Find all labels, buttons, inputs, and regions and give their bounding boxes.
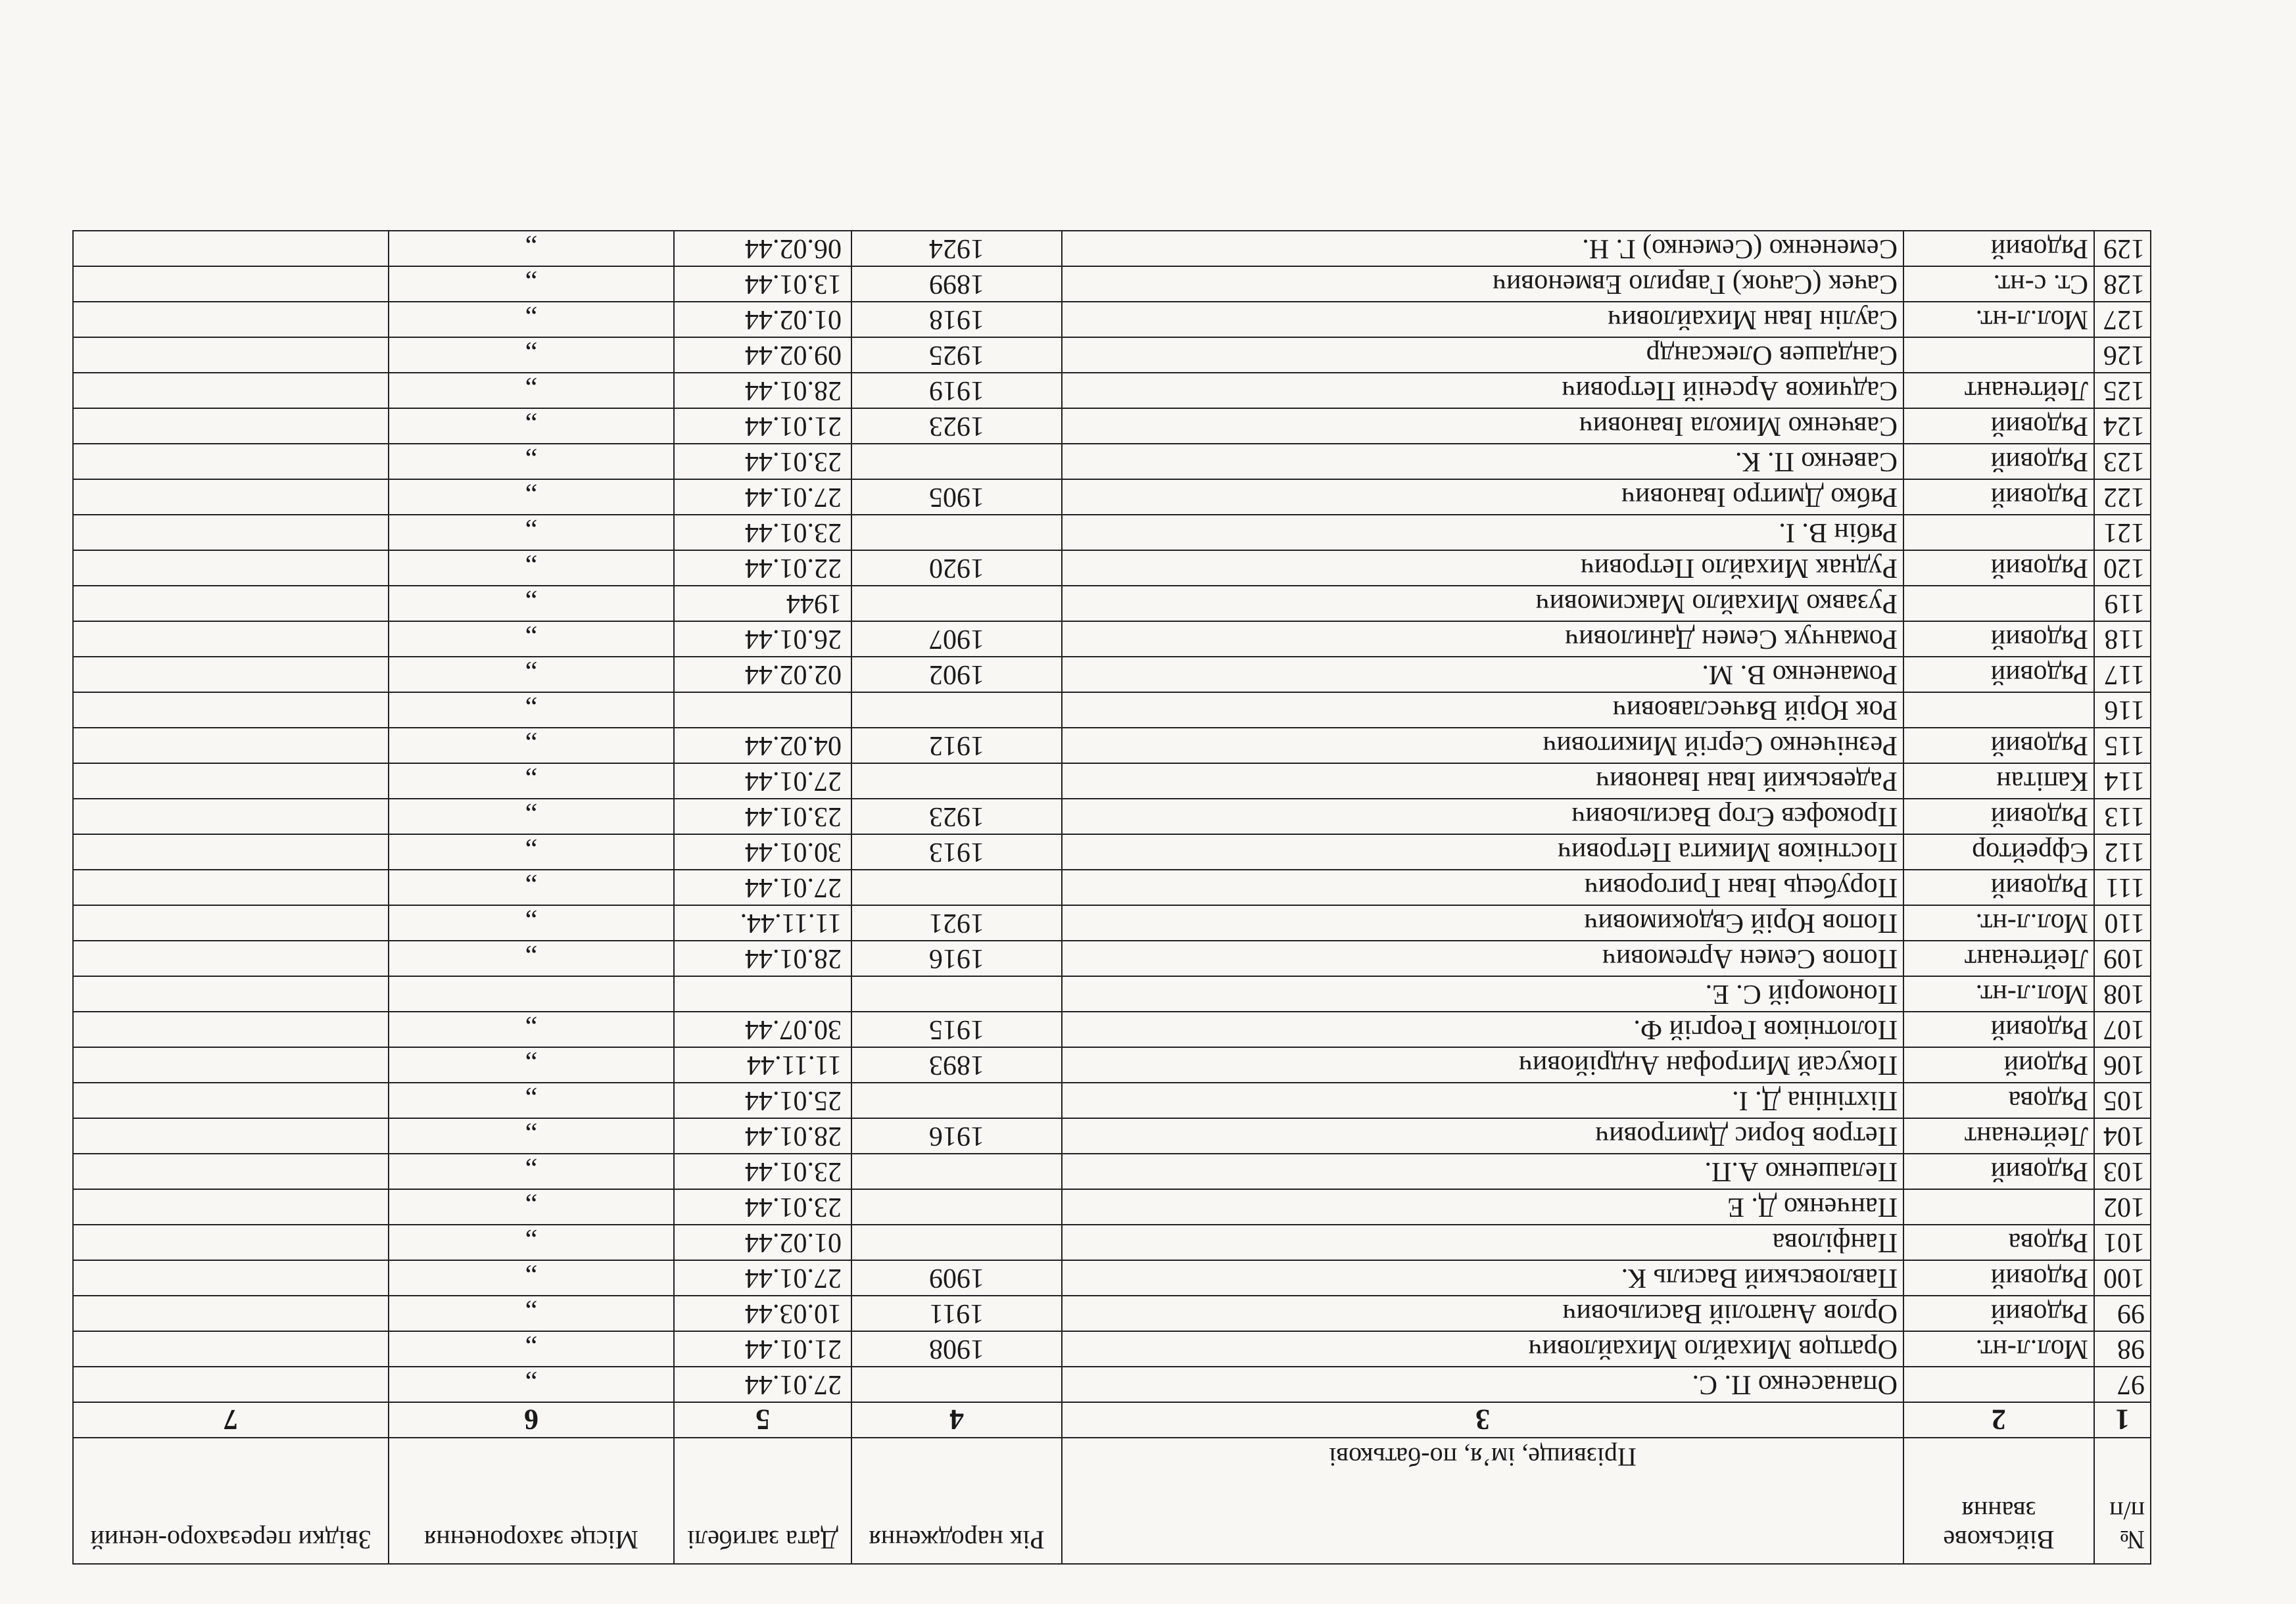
full-name: Полотніков Георгій Ф.	[1062, 1012, 1903, 1047]
row-number: 126	[2094, 337, 2151, 373]
death-date: 23.01.44	[674, 1189, 851, 1225]
header-number: № п/п	[2094, 1438, 2151, 1564]
row-number: 101	[2094, 1225, 2151, 1260]
reburied-from	[73, 728, 389, 763]
row-number: 99	[2094, 1296, 2151, 1331]
full-name: Орлов Анатолій Васильович	[1062, 1296, 1903, 1331]
header-row	[73, 1438, 2151, 1564]
burial-place: „	[389, 1012, 674, 1047]
row-number: 105	[2094, 1083, 2151, 1118]
military-rank: Ст. с-нт.	[1903, 266, 2094, 302]
birth-year	[851, 870, 1062, 905]
reburied-from	[73, 834, 389, 870]
table-row	[73, 976, 2151, 1012]
military-rank: Рядоий	[1903, 1047, 2094, 1083]
burial-place: „	[389, 266, 674, 302]
row-number: 98	[2094, 1331, 2151, 1367]
military-rank	[1903, 515, 2094, 550]
burial-place: „	[389, 763, 674, 799]
row-number: 122	[2094, 479, 2151, 515]
row-number: 119	[2094, 586, 2151, 621]
table-row	[73, 337, 2151, 373]
death-date: 11.11.44	[674, 1047, 851, 1083]
death-date: 27.01.44	[674, 1260, 851, 1296]
row-number: 112	[2094, 834, 2151, 870]
burial-place: „	[389, 870, 674, 905]
reburied-from	[73, 302, 389, 337]
burial-place: „	[389, 621, 674, 657]
header-death-date: Дата загибелі	[674, 1438, 851, 1564]
death-date: 13.01.44	[674, 266, 851, 302]
table-row	[73, 657, 2151, 692]
reburied-from	[73, 373, 389, 408]
column-number: 2	[1903, 1402, 2094, 1438]
burial-place: „	[389, 1154, 674, 1189]
military-rank	[1903, 1367, 2094, 1402]
birth-year: 1911	[851, 1296, 1062, 1331]
reburied-from	[73, 550, 389, 586]
military-rank: Рядовий	[1903, 870, 2094, 905]
death-date: 22.01.44	[674, 550, 851, 586]
row-number: 123	[2094, 444, 2151, 479]
row-number: 111	[2094, 870, 2151, 905]
column-number: 1	[2094, 1402, 2151, 1438]
military-rank	[1903, 586, 2094, 621]
death-date: 28.01.44	[674, 373, 851, 408]
header-full-name: Прізвище, ім’я, по-батькові	[1062, 1438, 1903, 1564]
death-date: 1944	[674, 586, 851, 621]
reburied-from	[73, 1260, 389, 1296]
burial-place: „	[389, 231, 674, 266]
table-row	[73, 799, 2151, 834]
table-row	[73, 550, 2151, 586]
full-name: Павловський Василь К.	[1062, 1260, 1903, 1296]
reburied-from	[73, 1083, 389, 1118]
full-name: Opатцов Михайло Михайлович	[1062, 1331, 1903, 1367]
burial-place: „	[389, 302, 674, 337]
column-number-row	[73, 1402, 2151, 1438]
death-date: 30.07.44	[674, 1012, 851, 1047]
table-row	[73, 586, 2151, 621]
row-number: 116	[2094, 692, 2151, 728]
burial-register-table	[72, 230, 2151, 1565]
birth-year	[851, 1225, 1062, 1260]
row-number: 121	[2094, 515, 2151, 550]
table-row	[73, 692, 2151, 728]
full-name: Пономорій С. Е.	[1062, 976, 1903, 1012]
birth-year	[851, 1189, 1062, 1225]
table-row	[73, 941, 2151, 976]
birth-year: 1905	[851, 479, 1062, 515]
birth-year: 1912	[851, 728, 1062, 763]
burial-place: „	[389, 728, 674, 763]
military-rank: Мол.л-нт.	[1903, 1331, 2094, 1367]
military-rank: Рядовий	[1903, 657, 2094, 692]
reburied-from	[73, 976, 389, 1012]
header-burial-place: Місце захоронення	[389, 1438, 674, 1564]
row-number: 114	[2094, 763, 2151, 799]
burial-place: „	[389, 337, 674, 373]
table-row	[73, 728, 2151, 763]
full-name: Романчук Семен Данилович	[1062, 621, 1903, 657]
table-row	[73, 515, 2151, 550]
military-rank: Лейтенант	[1903, 1118, 2094, 1154]
military-rank: Рядовий	[1903, 1012, 2094, 1047]
full-name: Покусай Митрофан Андрійович	[1062, 1047, 1903, 1083]
birth-year: 1920	[851, 550, 1062, 586]
birth-year: 1908	[851, 1331, 1062, 1367]
full-name: Попов Семен Артемович	[1062, 941, 1903, 976]
reburied-from	[73, 1296, 389, 1331]
full-name: Сачек (Сачок) Гаврило Евменович	[1062, 266, 1903, 302]
reburied-from	[73, 870, 389, 905]
table-row	[73, 870, 2151, 905]
military-rank: Рядовий	[1903, 550, 2094, 586]
reburied-from	[73, 692, 389, 728]
full-name: Рок Юрій Вячеславович	[1062, 692, 1903, 728]
table-row	[73, 1331, 2151, 1367]
death-date: 30.01.44	[674, 834, 851, 870]
row-number: 100	[2094, 1260, 2151, 1296]
row-number: 118	[2094, 621, 2151, 657]
death-date: 25.01.44	[674, 1083, 851, 1118]
military-rank	[1903, 337, 2094, 373]
full-name: Савенко П. К.	[1062, 444, 1903, 479]
birth-year	[851, 1083, 1062, 1118]
birth-year	[851, 692, 1062, 728]
full-name: Рябко Дмитро Іванович	[1062, 479, 1903, 515]
table-row	[73, 408, 2151, 444]
header-reburied-from: Звідки перезахоро-нений	[73, 1438, 389, 1564]
birth-year	[851, 515, 1062, 550]
table-row	[73, 1083, 2151, 1118]
burial-place: „	[389, 515, 674, 550]
reburied-from	[73, 941, 389, 976]
military-rank: Рядовий	[1903, 408, 2094, 444]
military-rank: Капітан	[1903, 763, 2094, 799]
reburied-from	[73, 444, 389, 479]
table-row	[73, 621, 2151, 657]
full-name: Савченко Микола Іванович	[1062, 408, 1903, 444]
death-date: 01.02.44	[674, 302, 851, 337]
table-row	[73, 302, 2151, 337]
reburied-from	[73, 1367, 389, 1402]
burial-place: „	[389, 1296, 674, 1331]
death-date: 04.02.44	[674, 728, 851, 763]
table-row	[73, 1118, 2151, 1154]
death-date: 10.03.44	[674, 1296, 851, 1331]
table-row	[73, 479, 2151, 515]
column-number: 5	[674, 1402, 851, 1438]
row-number: 124	[2094, 408, 2151, 444]
row-number: 115	[2094, 728, 2151, 763]
birth-year	[851, 763, 1062, 799]
birth-year: 1893	[851, 1047, 1062, 1083]
full-name: Опанасенко П. С.	[1062, 1367, 1903, 1402]
burial-place	[389, 976, 674, 1012]
burial-place: „	[389, 799, 674, 834]
reburied-from	[73, 1189, 389, 1225]
military-rank: Рядовий	[1903, 231, 2094, 266]
reburied-from	[73, 763, 389, 799]
military-rank: Рядова	[1903, 1083, 2094, 1118]
header-rank: Військове звання	[1903, 1438, 2094, 1564]
birth-year: 1924	[851, 231, 1062, 266]
table-row	[73, 1047, 2151, 1083]
death-date: 27.01.44	[674, 1367, 851, 1402]
birth-year: 1921	[851, 905, 1062, 941]
reburied-from	[73, 266, 389, 302]
table-row	[73, 1296, 2151, 1331]
full-name: Попов Юрій Євдокимович	[1062, 905, 1903, 941]
military-rank: Рядовий	[1903, 1296, 2094, 1331]
death-date: 27.01.44	[674, 479, 851, 515]
row-number: 129	[2094, 231, 2151, 266]
burial-place: „	[389, 834, 674, 870]
military-rank: Мол.л-нт.	[1903, 302, 2094, 337]
military-rank: Рядовий	[1903, 621, 2094, 657]
death-date: 21.01.44	[674, 408, 851, 444]
death-date: 23.01.44	[674, 444, 851, 479]
row-number: 104	[2094, 1118, 2151, 1154]
death-date: 01.02.44	[674, 1225, 851, 1260]
death-date: 23.01.44	[674, 515, 851, 550]
column-number: 7	[73, 1402, 389, 1438]
row-number: 110	[2094, 905, 2151, 941]
burial-place: „	[389, 373, 674, 408]
birth-year: 1918	[851, 302, 1062, 337]
burial-place: „	[389, 586, 674, 621]
row-number: 106	[2094, 1047, 2151, 1083]
table-row	[73, 1189, 2151, 1225]
burial-place: „	[389, 1260, 674, 1296]
birth-year: 1915	[851, 1012, 1062, 1047]
burial-place: „	[389, 1118, 674, 1154]
full-name: Саулін Іван Михайлович	[1062, 302, 1903, 337]
table-row	[73, 763, 2151, 799]
table-row	[73, 444, 2151, 479]
birth-year: 1907	[851, 621, 1062, 657]
table-row	[73, 905, 2151, 941]
reburied-from	[73, 657, 389, 692]
row-number: 109	[2094, 941, 2151, 976]
burial-place: „	[389, 444, 674, 479]
birth-year: 1916	[851, 1118, 1062, 1154]
row-number: 97	[2094, 1367, 2151, 1402]
table-row	[73, 834, 2151, 870]
military-rank	[1903, 1189, 2094, 1225]
reburied-from	[73, 799, 389, 834]
reburied-from	[73, 408, 389, 444]
table-row	[73, 1154, 2151, 1189]
military-rank: Рядовий	[1903, 1154, 2094, 1189]
birth-year: 1902	[851, 657, 1062, 692]
death-date: 23.01.44	[674, 799, 851, 834]
reburied-from	[73, 231, 389, 266]
full-name: Резніченко Сергій Микитович	[1062, 728, 1903, 763]
military-rank: Рядовий	[1903, 728, 2094, 763]
burial-place: „	[389, 408, 674, 444]
full-name: Панченко Д. Е	[1062, 1189, 1903, 1225]
full-name: Панфілова	[1062, 1225, 1903, 1260]
death-date: 28.01.44	[674, 1118, 851, 1154]
full-name: Сандашев Олександр	[1062, 337, 1903, 373]
row-number: 127	[2094, 302, 2151, 337]
row-number: 107	[2094, 1012, 2151, 1047]
column-number: 4	[851, 1402, 1062, 1438]
table-row	[73, 266, 2151, 302]
military-rank: Єфрейтор	[1903, 834, 2094, 870]
row-number: 125	[2094, 373, 2151, 408]
reburied-from	[73, 1154, 389, 1189]
burial-place: „	[389, 905, 674, 941]
reburied-from	[73, 479, 389, 515]
table-row	[73, 231, 2151, 266]
death-date: 27.01.44	[674, 870, 851, 905]
birth-year: 1916	[851, 941, 1062, 976]
birth-year: 1899	[851, 266, 1062, 302]
military-rank: Рядовий	[1903, 444, 2094, 479]
row-number: 113	[2094, 799, 2151, 834]
table-row	[73, 373, 2151, 408]
military-rank: Рядовий	[1903, 799, 2094, 834]
full-name: Руднак Михайло Петрович	[1062, 550, 1903, 586]
burial-place: „	[389, 479, 674, 515]
reburied-from	[73, 1012, 389, 1047]
burial-place: „	[389, 657, 674, 692]
row-number: 108	[2094, 976, 2151, 1012]
row-number: 117	[2094, 657, 2151, 692]
full-name: Порубець Іван Григорович	[1062, 870, 1903, 905]
row-number: 103	[2094, 1154, 2151, 1189]
death-date: 21.01.44	[674, 1331, 851, 1367]
full-name: Семененко (Семенко) Г. Н.	[1062, 231, 1903, 266]
burial-place: „	[389, 1083, 674, 1118]
death-date: 23.01.44	[674, 1154, 851, 1189]
death-date: 09.02.44	[674, 337, 851, 373]
full-name: Піхтініна Д. І.	[1062, 1083, 1903, 1118]
row-number: 120	[2094, 550, 2151, 586]
full-name: Садчиков Арсеній Петрович	[1062, 373, 1903, 408]
full-name: Рузавко Михайло Максимович	[1062, 586, 1903, 621]
header-birth-year: Рік народження	[851, 1438, 1062, 1564]
birth-year	[851, 586, 1062, 621]
table-row	[73, 1225, 2151, 1260]
reburied-from	[73, 1331, 389, 1367]
reburied-from	[73, 905, 389, 941]
burial-place: „	[389, 692, 674, 728]
death-date: 11.11.44.	[674, 905, 851, 941]
birth-year: 1925	[851, 337, 1062, 373]
full-name: Романенко В. М.	[1062, 657, 1903, 692]
death-date	[674, 692, 851, 728]
military-rank: Рядовий	[1903, 1260, 2094, 1296]
reburied-from	[73, 1118, 389, 1154]
military-rank: Мол.л-нт.	[1903, 905, 2094, 941]
birth-year: 1913	[851, 834, 1062, 870]
birth-year	[851, 976, 1062, 1012]
military-rank: Рядова	[1903, 1225, 2094, 1260]
reburied-from	[73, 586, 389, 621]
table-row	[73, 1260, 2151, 1296]
burial-place: „	[389, 550, 674, 586]
military-rank: Мол.л-нт.	[1903, 976, 2094, 1012]
birth-year	[851, 1367, 1062, 1402]
birth-year	[851, 444, 1062, 479]
death-date: 06.02.44	[674, 231, 851, 266]
military-rank	[1903, 692, 2094, 728]
table-row	[73, 1012, 2151, 1047]
death-date	[674, 976, 851, 1012]
burial-place: „	[389, 941, 674, 976]
reburied-from	[73, 621, 389, 657]
full-name: Петров Борис Дмитрович	[1062, 1118, 1903, 1154]
column-number: 3	[1062, 1402, 1903, 1438]
death-date: 28.01.44	[674, 941, 851, 976]
burial-place: „	[389, 1367, 674, 1402]
military-rank: Рядовий	[1903, 479, 2094, 515]
reburied-from	[73, 515, 389, 550]
birth-year: 1923	[851, 408, 1062, 444]
full-name: Пелашенко А.П.	[1062, 1154, 1903, 1189]
burial-place: „	[389, 1189, 674, 1225]
birth-year	[851, 1154, 1062, 1189]
full-name: Рябін В. І.	[1062, 515, 1903, 550]
burial-place: „	[389, 1225, 674, 1260]
burial-place: „	[389, 1331, 674, 1367]
birth-year: 1909	[851, 1260, 1062, 1296]
birth-year: 1923	[851, 799, 1062, 834]
death-date: 02.02.44	[674, 657, 851, 692]
full-name: Радевський Іван Іванович	[1062, 763, 1903, 799]
military-rank: Лейтенант	[1903, 373, 2094, 408]
column-number: 6	[389, 1402, 674, 1438]
full-name: Прокофєв Єгор Васильович	[1062, 799, 1903, 834]
row-number: 128	[2094, 266, 2151, 302]
birth-year: 1919	[851, 373, 1062, 408]
reburied-from	[73, 337, 389, 373]
table-row	[73, 1367, 2151, 1402]
death-date: 26.01.44	[674, 621, 851, 657]
row-number: 102	[2094, 1189, 2151, 1225]
death-date: 27.01.44	[674, 763, 851, 799]
burial-place: „	[389, 1047, 674, 1083]
reburied-from	[73, 1225, 389, 1260]
military-rank: Лейтенант	[1903, 941, 2094, 976]
reburied-from	[73, 1047, 389, 1083]
full-name: Постніков Микита Петрович	[1062, 834, 1903, 870]
